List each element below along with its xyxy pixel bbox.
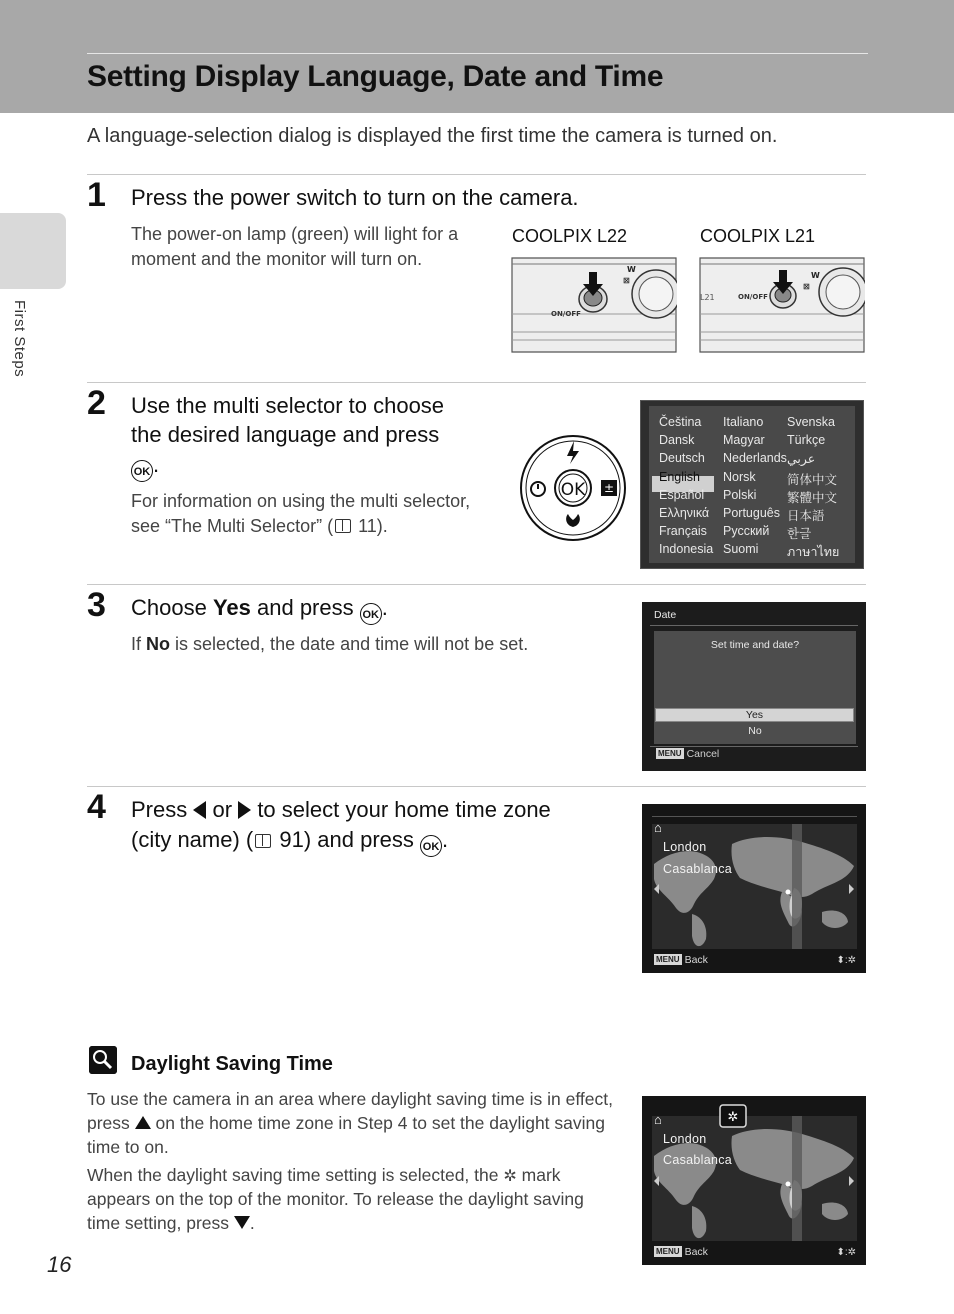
step-body: The power-on lamp (green) will light for a moment and the monitor will turn on. [131, 224, 459, 269]
camera-l22-illustration [511, 252, 677, 354]
world-map [642, 1096, 866, 1265]
svg-text:W: W [627, 265, 636, 274]
note-text-line: appears on the top of the monitor. To release the daylight saving [87, 1189, 584, 1209]
header-rule [87, 53, 868, 54]
menu-button-icon: MENU [656, 955, 680, 964]
note-icon [89, 1046, 117, 1074]
up-arrow-icon [135, 1116, 151, 1129]
language-option[interactable]: Türkçe [787, 433, 826, 448]
multi-selector-diagram [519, 434, 629, 544]
language-option[interactable]: Ελληνικά [659, 506, 710, 520]
date-dialog [654, 631, 856, 744]
world-map [642, 804, 866, 973]
language-option[interactable]: عربي [787, 452, 816, 467]
language-option[interactable]: Español [659, 487, 705, 502]
model-text: L21 [700, 293, 715, 302]
language-option-selected[interactable]: English [659, 469, 700, 484]
note-text-line: press on the home time zone in Step 4 to set the daylight saving [87, 1113, 605, 1133]
language-option[interactable]: 한글 [787, 527, 812, 542]
left-arrow-icon [654, 884, 659, 894]
selector-center-label: OK [560, 480, 586, 500]
svg-text:⊠: ⊠ [803, 282, 810, 291]
step-heading-line: OK . [131, 450, 159, 482]
language-screen [640, 400, 864, 569]
page-number: 16 [47, 1252, 72, 1277]
yes-option[interactable] [655, 708, 854, 722]
down-arrow-icon [234, 1216, 250, 1229]
step-body: If No is selected, the date and time will not be set. [131, 634, 529, 654]
right-arrow-icon [238, 801, 251, 819]
note-text-line: To use the camera in an area where daylight saving time is in effect, [87, 1089, 613, 1109]
time-zone-band [792, 824, 802, 949]
date-screen [642, 602, 866, 771]
divider [87, 584, 866, 585]
step-number: 1 [87, 176, 106, 214]
switch-label: ON/OFF [551, 310, 581, 318]
left-arrow-icon [654, 1176, 659, 1186]
section-tab-label-wrap [11, 300, 66, 390]
language-option[interactable]: Français [659, 524, 707, 539]
screen-footer: MENU Back [656, 1246, 708, 1258]
step-body-line: For information on using the multi selector, [131, 491, 471, 511]
header-band [0, 0, 954, 113]
language-option[interactable]: ภาษาไทย [787, 545, 840, 560]
home-icon: ⌂ [654, 1112, 662, 1127]
step-heading-line: Use the multi selector to choose [131, 393, 445, 418]
right-arrow-icon [849, 884, 854, 894]
left-arrow-icon [193, 801, 206, 819]
ok-button-icon: OK [360, 603, 382, 625]
step-heading-line: (city name) ( 91) and press OK . [131, 825, 448, 857]
language-option[interactable]: Dansk [659, 433, 695, 448]
note-text-line: time setting, press . [87, 1213, 255, 1233]
menu-button-icon: MENU [656, 1247, 680, 1256]
step-heading-line: Press or to select your home time zone [131, 797, 551, 822]
section-tab-label: First Steps [11, 300, 28, 378]
yes-option-label: Yes [745, 709, 764, 721]
language-option[interactable]: Svenska [787, 415, 835, 429]
divider [87, 174, 866, 175]
no-option[interactable]: No [748, 725, 762, 737]
camera-label: COOLPIX L21 [700, 226, 816, 246]
book-reference-icon [335, 519, 351, 533]
menu-button-icon: MENU [658, 749, 682, 758]
time-zone-screen [642, 804, 866, 973]
dialog-prompt: Set time and date? [710, 639, 800, 651]
svg-text:✲: ✲ [727, 1110, 739, 1125]
language-option[interactable]: Suomi [723, 542, 759, 557]
language-option[interactable]: Norsk [723, 469, 756, 484]
step-number: 3 [87, 586, 106, 624]
city-name: London [663, 1132, 707, 1146]
language-option[interactable]: 简体中文 [787, 472, 838, 487]
city-name: Casablanca [663, 862, 733, 876]
language-option[interactable]: Deutsch [659, 451, 705, 466]
language-option[interactable]: Polski [723, 487, 757, 502]
step-number: 2 [87, 384, 106, 422]
dst-hint-icon: ⬍:✲ [836, 1247, 856, 1258]
switch-label: ON/OFF [738, 293, 768, 301]
language-option[interactable]: Italiano [723, 415, 764, 429]
step-body-line: see “The Multi Selector” ( 11). [131, 516, 388, 536]
language-option[interactable]: Русский [723, 524, 770, 539]
home-icon: ⌂ [654, 820, 662, 835]
city-name: Casablanca [663, 1153, 733, 1167]
camera-label: COOLPIX L22 [512, 226, 628, 246]
note-text-line: time to on. [87, 1137, 169, 1157]
dst-hint-icon: ⬍:✲ [836, 955, 856, 966]
step-number: 4 [87, 788, 106, 826]
language-option[interactable]: Português [723, 506, 780, 520]
screen-footer: MENU Back [656, 954, 708, 966]
svg-text:±: ± [603, 481, 615, 495]
screen-title: Date [654, 609, 677, 621]
language-option[interactable]: Čeština [659, 415, 702, 429]
time-zone-band [792, 1116, 802, 1241]
divider [87, 786, 866, 787]
svg-text:W: W [811, 271, 820, 280]
language-option[interactable]: Magyar [723, 433, 765, 448]
section-tab [0, 213, 66, 289]
svg-text:⊠: ⊠ [623, 276, 630, 285]
step-heading: Press the power switch to turn on the camera. [131, 185, 579, 210]
dst-icon: ✲ [503, 1168, 517, 1185]
ok-button-icon: OK [131, 460, 153, 482]
intro-text: A language-selection dialog is displayed the first time the camera is turned on. [87, 125, 778, 147]
note-title: Daylight Saving Time [131, 1053, 333, 1075]
step-heading: Choose Yes and press OK . [131, 593, 388, 625]
page-title: Setting Display Language, Date and Time [87, 60, 664, 93]
divider [87, 382, 866, 383]
city-name: London [663, 840, 707, 854]
right-arrow-icon [849, 1176, 854, 1186]
book-reference-icon [255, 834, 271, 848]
ok-button-icon: OK [420, 835, 442, 857]
language-option[interactable]: 日本語 [787, 509, 825, 523]
step-heading-line: the desired language and press [131, 422, 440, 447]
screen-footer: MENU Cancel [658, 748, 720, 760]
language-option[interactable]: 繁體中文 [787, 490, 838, 505]
language-option[interactable]: Indonesia [659, 542, 714, 557]
language-option[interactable]: Nederlands [723, 451, 787, 466]
time-zone-screen-dst [642, 1096, 866, 1265]
camera-l21-illustration [699, 252, 865, 354]
note-text-line: When the daylight saving time setting is selected, the ✲ mark [87, 1165, 561, 1185]
